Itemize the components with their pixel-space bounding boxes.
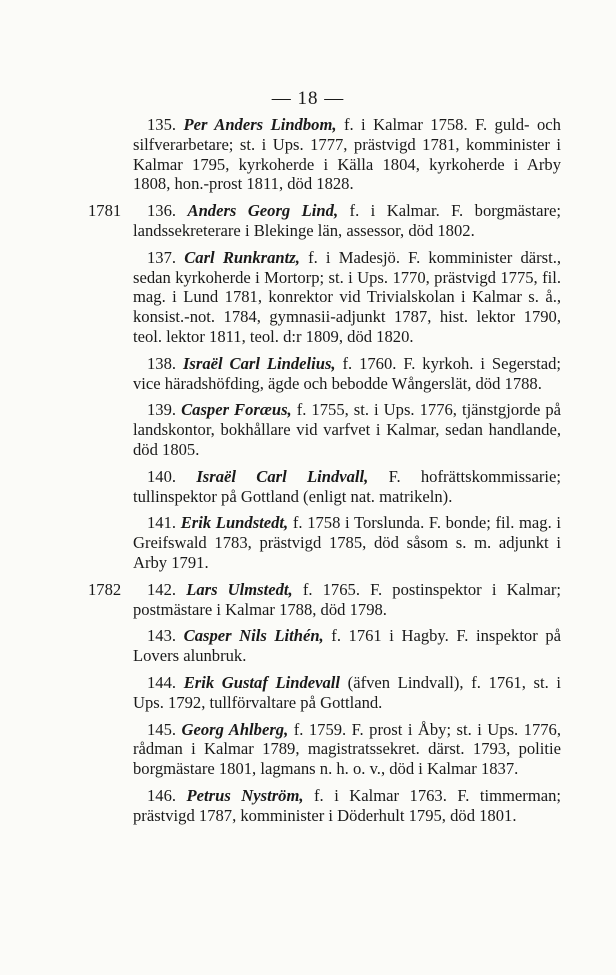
entry-text: f. i Madesjö. F. komminister därst., sedan kyrkoherde i Mortorp; st. i Ups. 1770, prästvigd 1775, fil. mag. i Lund 1781, konrektor vid Trivialskolan i Kalmar s. å., konsist.-not. 1784, gymnasii-adjunkt 1787, hist. lektor 1790, teol. lektor 1811, teol. d:r 1809, död 1820. — [133, 247, 562, 346]
person-name: Per Anders Lindbom, — [183, 115, 337, 134]
entry-145 — [133, 720, 561, 779]
person-name: Casper Nils Lithén, — [183, 626, 324, 646]
entry-number: 146. — [147, 785, 177, 805]
entry-number: 144. — [147, 672, 177, 692]
person-name: Lars Ulmstedt, — [186, 579, 293, 599]
entry-137 — [133, 248, 561, 347]
entry-text: f. 1765. F. postinspektor i Kalmar; postmästare i Kalmar 1788, död 1798. — [133, 579, 561, 619]
entry-text: f. i Kalmar 1763. F. timmerman; prästvigd 1787, komminister i Döderhult 1795, död 1801. — [133, 785, 562, 825]
entry-list — [88, 115, 562, 833]
entry-146 — [133, 786, 561, 826]
entry-number: 142. — [147, 579, 177, 599]
entry-number: 138. — [147, 353, 177, 373]
person-name: Israël Carl Lindvall, — [196, 466, 369, 486]
entry-number: 143. — [147, 626, 177, 646]
person-name: Anders Georg Lind, — [187, 201, 339, 221]
entry-text: f. 1755, st. i Ups. 1776, tjänstgjorde på landskontor, bokhållare vid varfvet i Kalmar, sedan handlande, död 1805. — [133, 400, 561, 459]
entry-140 — [133, 467, 561, 507]
entry-number: 145. — [147, 719, 177, 739]
entry-number: 136. — [147, 201, 177, 221]
entry-text: f. i Kalmar. F. borgmästare; landssekreterare i Blekinge län, assessor, död 1802. — [133, 201, 561, 240]
entry-139 — [133, 400, 561, 459]
entry-text: f. 1759. F. prost i Åby; st. i Ups. 1776, rådman i Kalmar 1789, magistratssekret. därst. 1793, politie borgmästare 1801, lagmans n. h. o. v., död i Kalmar 1837. — [133, 719, 561, 779]
entry-138 — [133, 354, 561, 394]
entry-text: f. 1760. F. kyrkoh. i Segerstad; vice häradshöfding, ägde och bebodde Wångerslät, död 1788. — [133, 353, 561, 393]
entry-text: f. 1758 i Torslunda. F. bonde; fil. mag. i Greifswald 1783, prästvigd 1785, död såsom s. m. adjunkt i Arby 1791. — [133, 513, 561, 572]
person-name: Erik Lundstedt, — [180, 513, 289, 533]
entry-143 — [133, 626, 561, 666]
person-name: Georg Ahlberg, — [181, 719, 289, 739]
page-number: — 18 — — [271, 88, 345, 109]
person-name: Israël Carl Lindelius, — [182, 353, 336, 373]
entry-144 — [133, 673, 561, 713]
entry-number: 135. — [147, 115, 177, 134]
entry-text: (äfven Lindvall), f. 1761, st. i Ups. 1792, tullförvaltare på Gottland. — [133, 672, 561, 712]
entry-135 — [133, 115, 561, 194]
entry-number: 140. — [147, 466, 177, 486]
person-name: Casper Foræus, — [181, 400, 292, 420]
person-name: Carl Runkrantz, — [184, 247, 300, 267]
entry-number: 139. — [147, 400, 177, 420]
entry-text: f. 1761 i Hagby. F. inspektor på Lovers alunbruk. — [133, 626, 561, 666]
entry-142 — [88, 579, 561, 620]
entry-136 — [88, 201, 561, 241]
entry-text: f. i Kalmar 1758. F. guld- och silfverarbetare; st. i Ups. 1777, prästvigd 1781, komminister i Kalmar 1795, kyrkoherde i Källa 1804, kyrkoherde i Arby 1808, hon.-prost 1811, död 1828. — [133, 115, 561, 194]
margin-year: 1781 — [88, 201, 122, 221]
person-name: Erik Gustaf Lindevall — [183, 672, 341, 692]
entry-number: 141. — [147, 513, 177, 533]
entry-text: F. hofrättskommissarie; tullinspektor på Gottland (enligt nat. matrikeln). — [133, 466, 561, 506]
entry-141 — [133, 513, 561, 572]
person-name: Petrus Nyström, — [186, 785, 304, 805]
margin-year: 1782 — [88, 579, 122, 599]
entry-number: 137. — [147, 247, 177, 267]
